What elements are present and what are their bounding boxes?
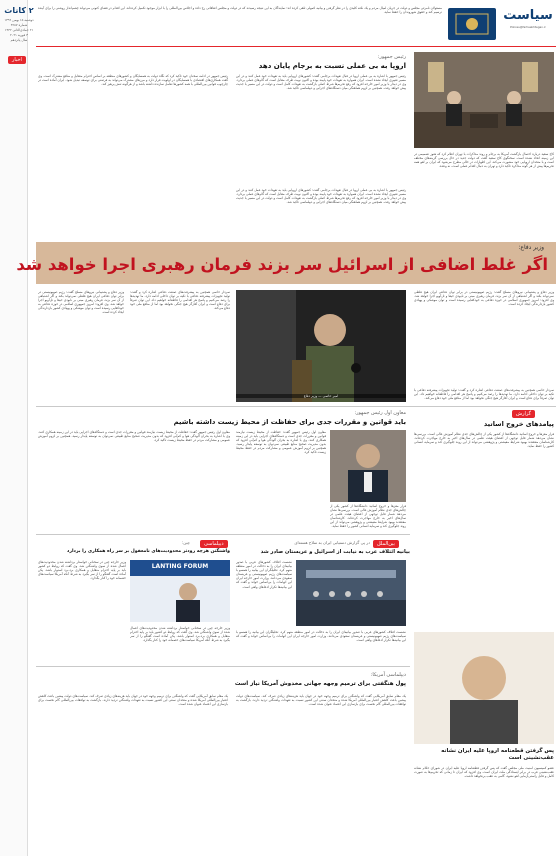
top-story-body-cont: رئیس جمهور با اشاره به بی عملی اروپا در قبال تعهدات برجامی گفت: کشورهای اروپایی باید به تعهدات خود عمل کنند و در این مسیر تغییری ایجاد نشده است. ایران همواره به تعهدات خود پایبند بوده و اکنون نوبت طرف مقابل است که گام‌های عملی بردارد. وی در دیدار با وزیر امور خارجه افزود که رفع تحریم‌ها شرط اصلی بازگشت به تعهدات کامل است و دولت در این مسیر با جدیت پیش خواهد رفت. همچنین بر لزوم هماهنگی میان دستگاه‌های اجرایی و دیپلماسی تاکید شد. <box>236 188 406 205</box>
defense-body-right-cont: سردار حاتمی همچنین به پیشرفت‌های صنعت دفاعی اشاره کرد و گفت: تولید تجهیزات پیشرفته دفاعی با تکیه بر توان داخلی ادامه دارد. ما تهدیدها را رصد می‌کنیم و پاسخ هر اقدامی را قاطعانه خواهیم داد. این توان صرفاً برای دفاع است و ایران آغازگر هیچ جنگی نخواهد بود اما از منافع ملی خود دفاع می‌کند. <box>414 388 554 401</box>
defense-body-left: سردار حاتمی همچنین به پیشرفت‌های صنعت دفاعی اشاره کرد و گفت: تولید تجهیزات پیشرفته دفاعی با تکیه بر توان داخلی ادامه دارد. ما تهدیدها را رصد می‌کنیم و پاسخ هر اقدامی را قاطعانه خواهیم داد. این توان صرفاً برای دفاع است و ایران آغازگر هیچ جنگی نخواهد بود اما از منافع ملی خود دفاع می‌کند. <box>130 290 230 311</box>
photo-caption: امیر حاتمی — وزیر دفاع <box>236 394 406 398</box>
issue-date: دوشنبه ۱۵ بهمن ۱۳۹۹ <box>4 18 34 22</box>
page-label: ۲ کانات <box>4 6 34 15</box>
us-body-left: یک مقام سابق آمریکایی گفت که واشنگتن برای ترمیم وجهه خود در جهان باید هزینه‌های زیادی صرف کند. سیاست‌های دولت پیشین باعث کاهش اعتبار بین‌المللی آمریکا شده و متحدان سنتی این کشور نسبت به تعهدات واشنگتن تردید دارند. بازگشت به توافقات بین‌المللی گام نخست برای بازسازی این اعتماد عنوان شده است. <box>38 694 228 707</box>
banner-headline: اگر غلط اضافی از اسرائیل سر بزند فرمان رهبری اجرا خواهد شد <box>16 255 548 274</box>
arab-body: نشست ائتلاف کشورهای عربی با صدور بیانیه‌ای ایران را به دخالت در امور منطقه متهم کرد. تحلیلگران این بیانیه را همسو با سیاست‌های رژیم صهیونیستی و عربستان سعودی می‌دانند. وزارت امور خارجه ایران این اتهامات را بی‌اساس خواند و گفت که این بیانیه‌ها تکرار ادعاهای واهی است. <box>236 560 292 589</box>
divider <box>36 666 410 667</box>
issue-number: شماره ۳۶۸۷ <box>10 23 28 27</box>
vp-body-under-photo: فرار مغزها و خروج اساتید دانشگاه‌ها از کشور یکی از چالش‌های جدی نظام آموزش عالی است. بررسی‌ها نشان می‌دهد شمار قابل توجهی از اعضای هیئت علمی در سال‌های اخیر به خارج مهاجرت کرده‌اند. کارشناسان معتقدند بهبود شرایط معیشتی و پژوهشی می‌تواند از این روند جلوگیری کند و سرمایه انسانی کشور را حفظ نماید. <box>330 504 406 529</box>
emblem-icon <box>448 8 496 40</box>
china-body-cont: وزیر خارجه چین در سخنانی خواستار برداشته شدن محدودیت‌های اعمال شده از سوی واشنگتن شد. وی گفت که روابط دو کشور باید بر پایه احترام متقابل و همکاری برد-برد استوار باشد. پکن آماده است گفتگو را از سر بگیرد به شرط آنکه آمریکا سیاست‌های خصمانه خود را کنار بگذارد. <box>130 626 230 643</box>
side-photo <box>414 632 554 744</box>
defense-body-far-left: وزیر دفاع و پشتیبانی نیروهای مسلح گفت: رژیم صهیونیستی در برابر توان دفاعی ایران هیچ غلطی نمی‌تواند بکند و اگر اشتباهی از آن سر بزند، فرمان رهبری مبنی بر نابودی حیفا و تل‌آویو اجرا خواهد شد. وی افزود: امروز جمهوری اسلامی در حوزه دفاعی به خودکفایی رسیده است و توان موشکی و پهپادی کشور بازدارندگی ایجاد کرده است. <box>38 290 124 315</box>
meta-line: سال پانزدهم <box>10 38 28 42</box>
side-headline: پیامدهای خروج اساتید <box>483 420 554 428</box>
meta-line: ۳ فوریه ۲۰۲۱ <box>10 33 28 37</box>
us-kicker: دیپلماسی آمریکا: <box>370 672 406 678</box>
arab-body-cont: نشست ائتلاف کشورهای عربی با صدور بیانیه‌ای ایران را به دخالت در امور منطقه متهم کرد. تحلیلگران این بیانیه را همسو با سیاست‌های رژیم صهیونیستی و عربستان سعودی می‌دانند. وزارت امور خارجه ایران این اتهامات را بی‌اساس خواند و گفت که این بیانیه‌ها تکرار ادعاهای واهی است. <box>236 630 406 643</box>
divider <box>36 406 556 407</box>
side-body: فرار مغزها و خروج اساتید دانشگاه‌ها از کشور یکی از چالش‌های جدی نظام آموزش عالی است. بررسی‌ها نشان می‌دهد شمار قابل توجهی از اعضای هیئت علمی در سال‌های اخیر به خارج مهاجرت کرده‌اند. کارشناسان معتقدند بهبود شرایط معیشتی و پژوهشی می‌تواند از این روند جلوگیری کند و سرمایه انسانی کشور را حفظ نماید. <box>414 432 554 449</box>
logo-block <box>502 8 554 40</box>
divider <box>36 534 410 535</box>
section-badge: اخبار <box>8 56 26 64</box>
page-number-strip <box>0 0 28 856</box>
china-kicker: چین: <box>181 540 190 545</box>
banner-kicker: وزیر دفاع: <box>518 244 544 251</box>
intro-text: مسئولان نامرئی مجلس و دولت در جریان امیال مردم و یک نکته کلیدی را در نظر گرفتن و بیانیه اصولی تلقی کرده اند؛ نمایندگان به این نتیجه رسیدند که در دولت و مجلس اتفاقاتی رخ داده و اجلاس بین‌المللی را با ابزار موجود تکمیل کرده‌اند. این اقدام در فضای کنونی می‌تواند چشم‌انداز روشنی را برای آینده ترسیم کند و حقوق شهروندان را حفظ نماید. <box>38 6 442 15</box>
china-body: وزیر خارجه چین در سخنانی خواستار برداشته شدن محدودیت‌های اعمال شده از سوی واشنگتن شد. وی گفت که روابط دو کشور باید بر پایه احترام متقابل و همکاری برد-برد استوار باشد. پکن آماده است گفتگو را از سر بگیرد به شرط آنکه آمریکا سیاست‌های خصمانه خود را کنار بگذارد. <box>38 560 126 581</box>
logo-emblem <box>448 8 496 40</box>
arab-kicker: در پی گزارش دستیابی ایران به سلاح هسته‌ای <box>294 540 370 545</box>
us-headline: پول هنگفتی برای ترمیم وجهه جهانی مخدوش آمریکا نیاز است <box>234 681 406 687</box>
vp-kicker: معاون اول رئیس جمهور: <box>354 410 406 416</box>
side-headline-2: پس گرفتن قطعنامه اروپا علیه ایران نشانه عقب‌نشینی است <box>441 748 554 761</box>
vp-body: معاون اول رئیس جمهور گفت: حفاظت از محیط زیست نیازمند قوانین و مقررات جدی است و دستگاه‌های اجرایی باید در این زمینه همکاری کنند. وی با اشاره به بحران آلودگی هوا و کم‌آبی افزود که بدون مدیریت صحیح منابع طبیعی نمی‌توان به توسعه پایدار رسید. همچنین بر لزوم آموزش عمومی و مشارکت مردم در حفظ محیط زیست تاکید کرد. <box>236 430 326 455</box>
top-story-headline: اروپا به بی عملی نسبت به برجام پایان دهد <box>258 62 406 70</box>
vp-photo <box>330 430 406 502</box>
top-story-kicker: رئیس جمهور: <box>377 54 406 60</box>
arab-headline: بیانیه ائتلاف عرب به نیابت از اسرائیل و عربستان صادر شد <box>260 549 410 555</box>
us-body: یک مقام سابق آمریکایی گفت که واشنگتن برای ترمیم وجهه خود در جهان باید هزینه‌های زیادی صرف کند. سیاست‌های دولت پیشین باعث کاهش اعتبار بین‌المللی آمریکا شده و متحدان سنتی این کشور نسبت به تعهدات واشنگتن تردید دارند. بازگشت به توافقات بین‌المللی گام نخست برای بازسازی این اعتماد عنوان شده است. <box>236 694 406 707</box>
china-photo <box>130 560 230 622</box>
section-badge: بین‌الملل <box>373 540 399 548</box>
section-badge: گزارش <box>512 410 535 418</box>
email-address: Polices@farheekhtegan.ir <box>510 25 546 29</box>
banner-text: LANTING FORUM <box>151 563 209 570</box>
china-headline: واشنگتن هرچه زودتر محدودیت‌های نامعقول بر سر راه همکاری را بردارد <box>66 549 230 554</box>
arab-photo <box>296 560 406 626</box>
top-story-left-column: رئیس جمهور در ادامه سخنان خود تاکید کرد که نگاه دولت به همسایگان و کشورهای منطقه بر اساس احترام متقابل و منافع مشترک است. وی گفت همکاری‌های اقتصادی با همسایگان در اولویت قرار دارد و مرزهای مشترک می‌تواند به فرصتی برای توسعه تبدیل شود. ایران آماده است در چارچوب قوانین بین‌المللی با همه کشورها تعامل سازنده داشته باشد و از هرگونه تنش پرهیز کند. <box>38 74 228 87</box>
top-story-photo <box>414 52 554 148</box>
section-logo: سیاست <box>503 8 553 23</box>
defense-minister-photo <box>236 290 406 402</box>
top-story-side-body: کاخ سفید درباره احتمال بازگشت آمریکا به برجام و روند مذاکرات با تهران اعلام کرد که هنوز تصمیمی در این زمینه اتخاذ نشده است. سخنگوی کاخ سفید گفت که دولت جدید در حال بررسی گزینه‌های مختلف است و با متحدان اروپایی خود مشورت می‌کند. این اظهارات در حالی مطرح می‌شود که ایران بر لغو همه تحریم‌ها پیش از هر گونه مذاکره تاکید دارد و تهران به دنبال اقدام عملی است، نه وعده. <box>414 152 554 169</box>
vp-body-left: معاون اول رئیس جمهور گفت: حفاظت از محیط زیست نیازمند قوانین و مقررات جدی است و دستگاه‌های اجرایی باید در این زمینه همکاری کنند. وی با اشاره به بحران آلودگی هوا و کم‌آبی افزود که بدون مدیریت صحیح منابع طبیعی نمی‌توان به توسعه پایدار رسید. همچنین بر لزوم آموزش عمومی و مشارکت مردم در حفظ محیط زیست تاکید کرد. <box>38 430 230 443</box>
vp-headline: باید قوانین و مقررات جدی برای حفاظت از محیط زیست داشته باشیم <box>173 418 406 426</box>
section-badge: دیپلماسی <box>200 540 228 548</box>
top-story-body: رئیس جمهور با اشاره به بی عملی اروپا در قبال تعهدات برجامی گفت: کشورهای اروپایی باید به تعهدات خود عمل کنند و در این مسیر تغییری ایجاد نشده است. ایران همواره به تعهدات خود پایبند بوده و اکنون نوبت طرف مقابل است که گام‌های عملی بردارد. وی در دیدار با وزیر امور خارجه افزود که رفع تحریم‌ها شرط اصلی بازگشت به تعهدات کامل است و دولت در این مسیر با جدیت پیش خواهد رفت. همچنین بر لزوم هماهنگی میان دستگاه‌های اجرایی و دیپلماسی تاکید شد. <box>236 74 406 91</box>
side-body-2: عضو کمیسیون امنیت ملی مجلس گفت که پس گرفتن قطعنامه اروپا علیه ایران در شورای حکام نشانه عقب‌نشینی غرب در برابر ایستادگی ملت ایران است. وی افزود که ایران تا زمانی که تحریم‌ها به صورت کامل و قابل راستی‌آزمایی لغو نشود، گامی به عقب برنخواهد داشت. <box>414 766 554 779</box>
defense-body-right: وزیر دفاع و پشتیبانی نیروهای مسلح گفت: رژیم صهیونیستی در برابر توان دفاعی ایران هیچ غلطی نمی‌تواند بکند و اگر اشتباهی از آن سر بزند، فرمان رهبری مبنی بر نابودی حیفا و تل‌آویو اجرا خواهد شد. وی افزود: امروز جمهوری اسلامی در حوزه دفاعی به خودکفایی رسیده است و توان موشکی و پهپادی کشور بازدارندگی ایجاد کرده است. <box>414 290 554 307</box>
divider <box>36 46 556 47</box>
meta-line: ۲۱ جمادی‌الثانی ۱۴۴۲ <box>4 28 34 32</box>
